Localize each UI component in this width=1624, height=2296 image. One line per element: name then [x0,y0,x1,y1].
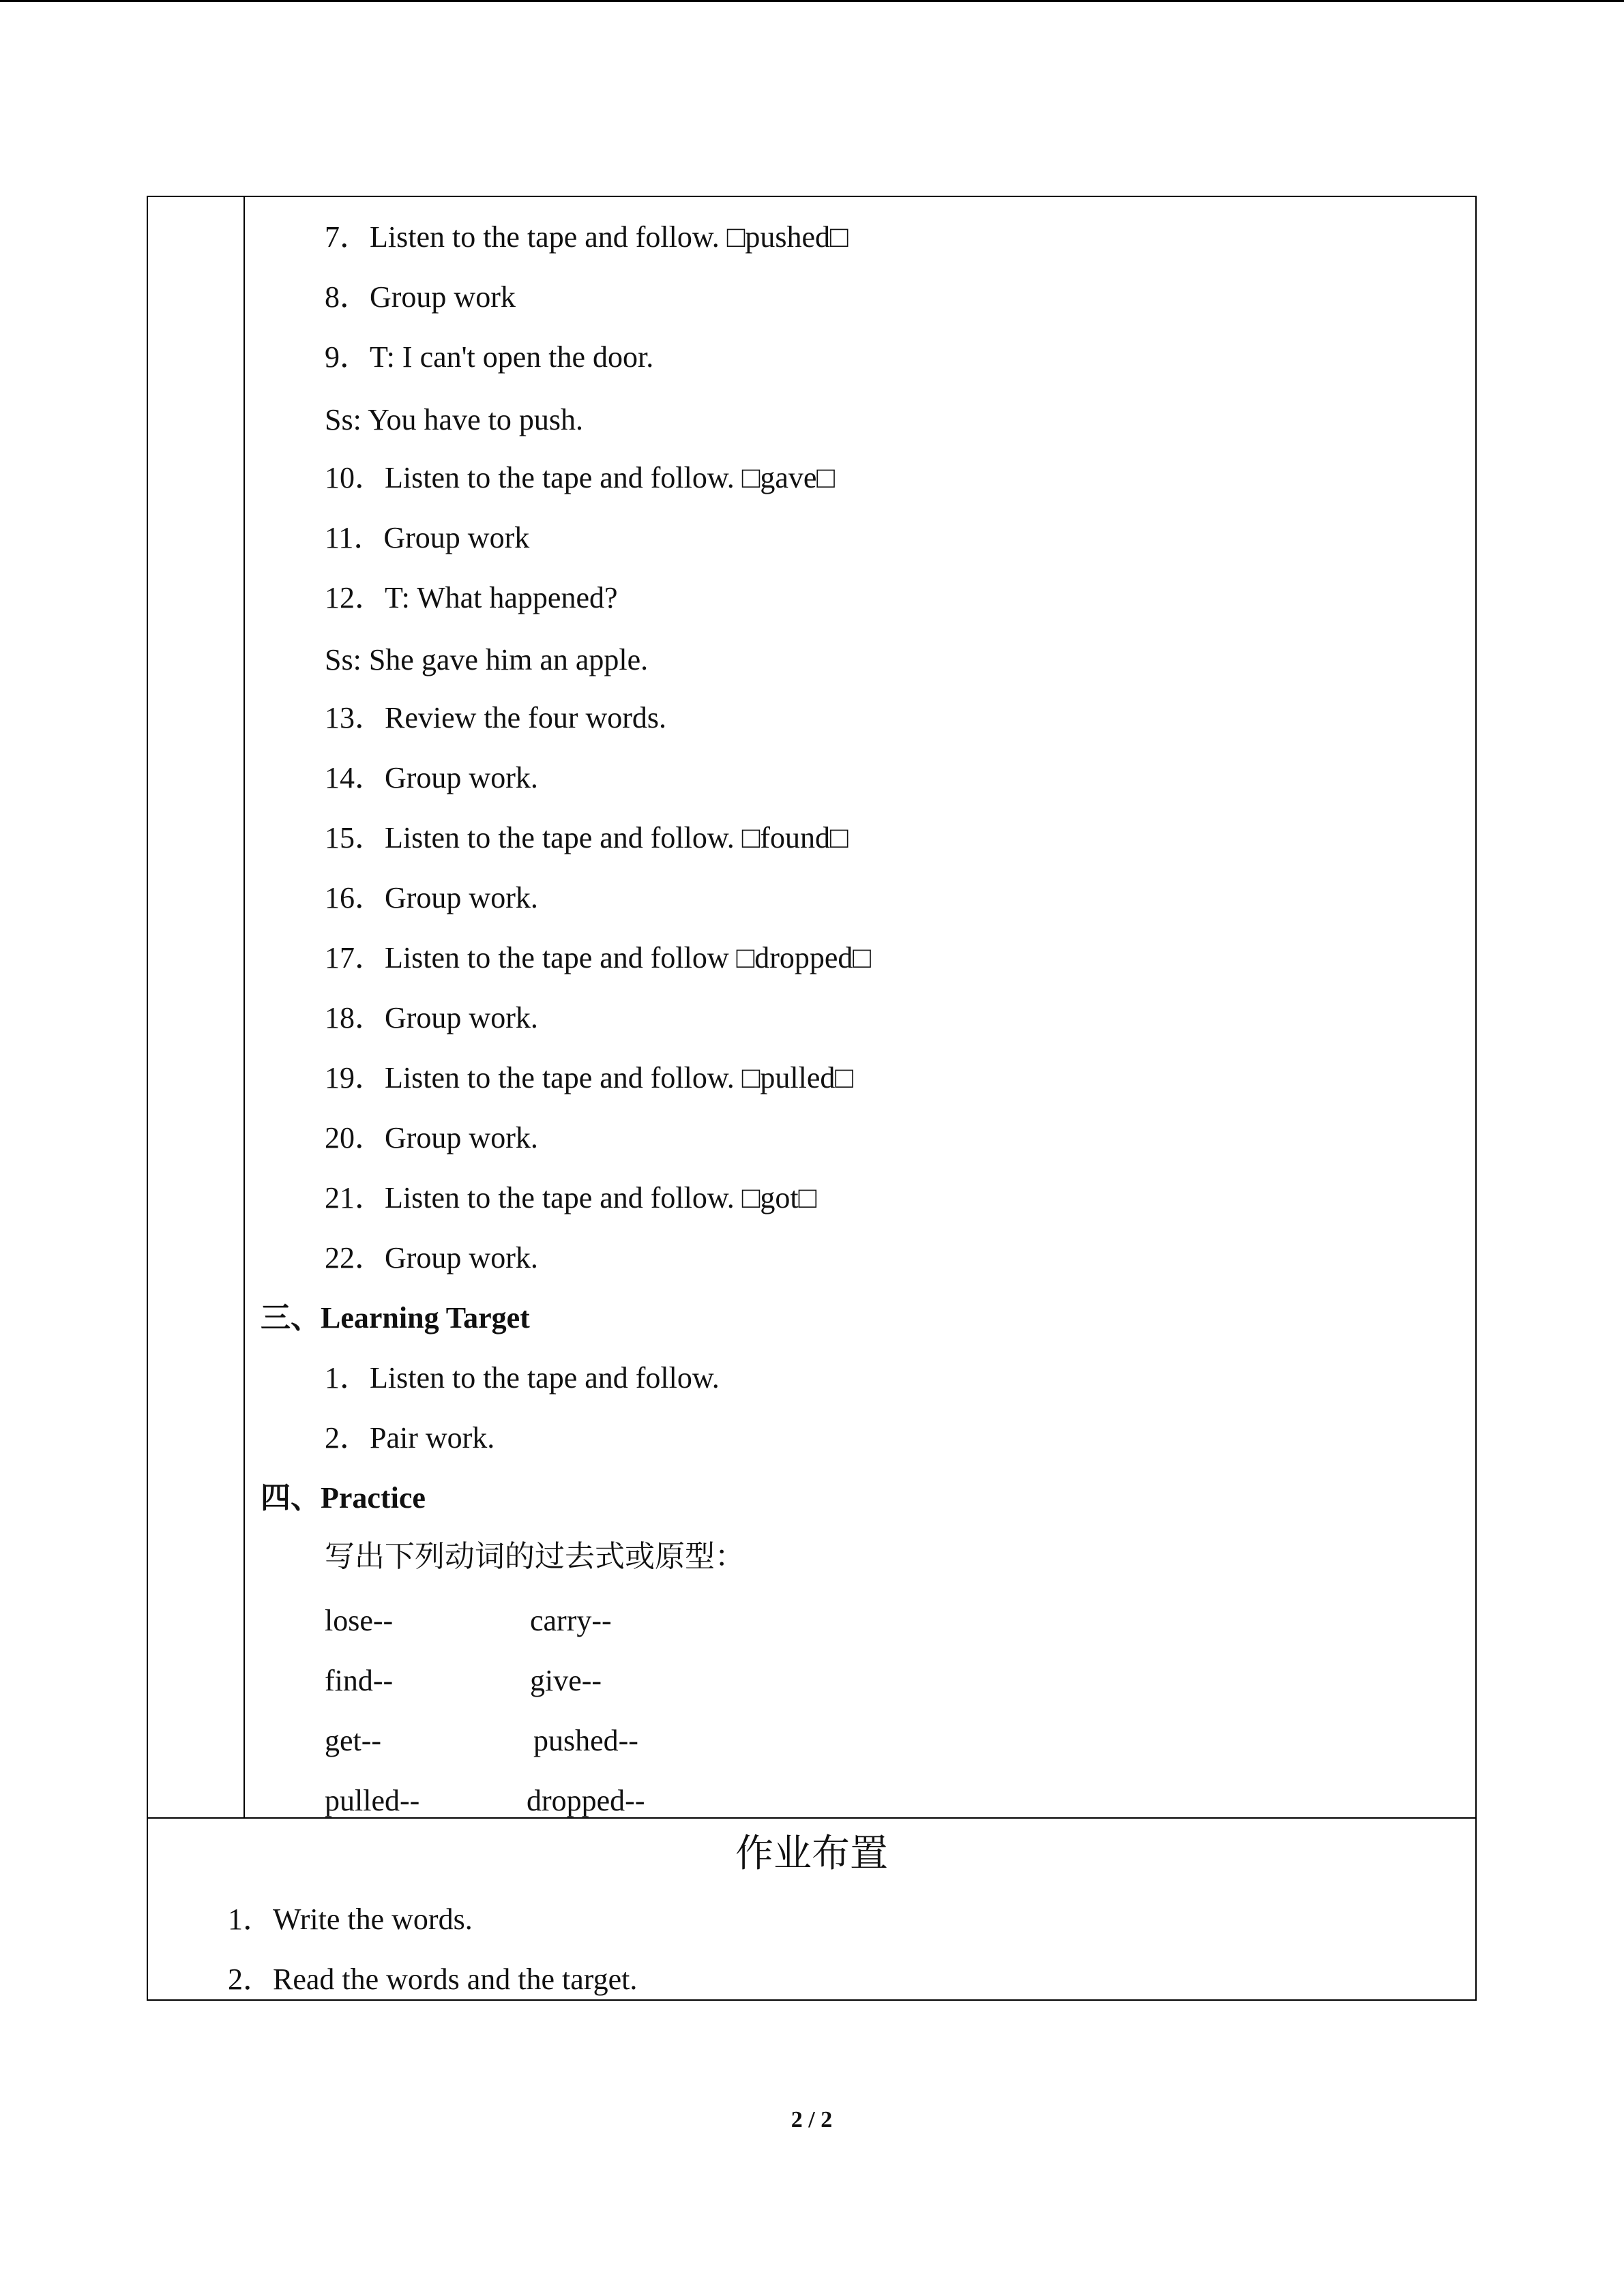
step-text: Listen to the tape and follow. □found□ [385,821,848,854]
practice-heading [261,1479,426,1517]
step-12 [325,579,618,617]
step-number: 8． [325,280,370,314]
step-text: T: What happened? [385,581,618,614]
step-number: 10． [325,461,385,494]
step-number: 14． [325,761,385,794]
step-18 [325,999,538,1037]
step-number: 19． [325,1061,385,1094]
step-9-response [325,401,583,439]
step-text: T: I can't open the door. [370,340,654,374]
step-16 [325,879,538,917]
homework-item [228,1900,473,1939]
step-number: 20． [325,1121,385,1154]
page-number: 2 / 2 [791,2107,833,2132]
section-marker: 四、 [261,1480,321,1515]
learning-target-item [325,1419,494,1457]
step-number: 16． [325,881,385,914]
practice-word: pulled-- [325,1784,420,1817]
top-rule [0,0,1624,2]
practice-word: get-- [325,1724,382,1757]
practice-instruction: 写出下列动词的过去式或原型： [325,1539,745,1574]
step-number: 12． [325,581,385,614]
step-13 [325,699,666,737]
learning-target-item [325,1359,720,1397]
practice-word: pushed-- [533,1724,638,1757]
step-11 [325,519,529,557]
step-number: 22． [325,1241,385,1274]
step-17 [325,939,871,977]
practice-word: give-- [530,1664,602,1697]
step-10 [325,459,835,497]
step-15 [325,819,848,857]
homework-title: 作业布置 [735,1832,888,1876]
practice-word: carry-- [530,1604,612,1637]
item-number: 1． [325,1361,370,1395]
item-number: 2． [325,1421,370,1455]
practice-word: dropped-- [527,1784,645,1817]
step-number: 11． [325,521,384,554]
step-text: Group work [383,521,530,554]
step-text: Group work [370,280,516,314]
step-text: Listen to the tape and follow. □pulled□ [385,1061,853,1094]
section-title: Practice [321,1481,426,1515]
step-21 [325,1179,816,1217]
step-number: 13． [325,701,385,734]
step-14 [325,759,538,797]
step-number: 18． [325,1001,385,1034]
item-text: Write the words. [273,1903,473,1936]
step-12-response [325,641,648,679]
step-text: Listen to the tape and follow. □gave□ [385,461,835,494]
learning-target-heading [261,1299,530,1337]
step-text: Listen to the tape and follow. □pushed□ [370,220,848,254]
step-text: Group work. [385,881,538,914]
step-text: Ss: She gave him an apple. [325,643,649,676]
column-divider [243,196,245,1819]
item-text: Listen to the tape and follow. [370,1361,720,1395]
item-number: 1． [228,1903,273,1936]
homework-item [228,1960,637,1999]
item-number: 2． [228,1963,273,1996]
practice-word: find-- [325,1664,394,1697]
step-text: Ss: You have to push. [325,403,583,436]
step-text: Listen to the tape and follow. □got□ [385,1181,817,1214]
step-9 [325,338,653,376]
step-text: Review the four words. [385,701,667,734]
practice-word: lose-- [325,1604,394,1637]
step-number: 9． [325,340,370,374]
step-20 [325,1119,538,1157]
section-marker: 三、 [261,1300,321,1335]
step-8 [325,278,516,316]
step-7 [325,218,848,256]
step-text: Listen to the tape and follow □dropped□ [385,941,871,974]
step-number: 15． [325,821,385,854]
step-text: Group work. [385,1121,538,1154]
step-text: Group work. [385,1001,538,1034]
step-number: 17． [325,941,385,974]
step-22 [325,1239,538,1277]
step-text: Group work. [385,1241,538,1274]
section-title: Learning Target [321,1301,530,1335]
step-text: Group work. [385,761,538,794]
step-number: 7． [325,220,370,254]
item-text: Pair work. [370,1421,495,1455]
step-19 [325,1059,853,1097]
item-text: Read the words and the target. [273,1963,638,1996]
step-number: 21． [325,1181,385,1214]
